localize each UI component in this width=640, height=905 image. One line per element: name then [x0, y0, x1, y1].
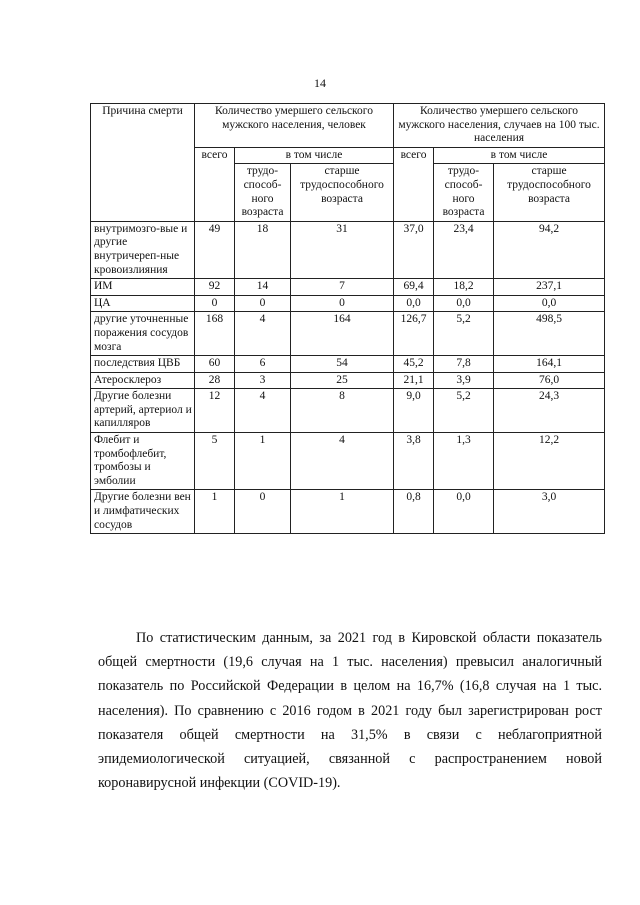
header-rate-above-working-age: старше трудоспособного возраста: [494, 164, 605, 221]
cell-rate-total: 126,7: [394, 312, 434, 356]
cell-cause: другие уточненные поражения сосудов мозга: [91, 312, 195, 356]
cell-rate-working: 5,2: [434, 389, 494, 433]
cell-cause: внутримозго-вые и другие внутричереп-ные кровоизлияния: [91, 221, 195, 278]
paragraph-text: По статистическим данным, за 2021 год в Кировской области показатель общей смертности (19,6 случая на 1 тыс. населения) превысил аналогичный показатель по Российской Федерации в целом на 16,7% (16,8 случая на 1 тыс. населения). По сравнению с 2016 годом в 2021 году был зарегистрирован рост показателя общей смертности на 31,5% в связи с неблагоприятной эпидемиологической ситуацией, связанной с распространением новой коронавирусной инфекции (COVID-19).: [98, 630, 602, 792]
cell-rate-older: 0,0: [494, 295, 605, 312]
header-rate-including: в том числе: [434, 147, 605, 164]
cell-rate-working: 18,2: [434, 279, 494, 296]
table-row: [91, 295, 605, 312]
header-rate-total: всего: [394, 147, 434, 221]
header-rate-working-age: трудо-способ-ного возраста: [434, 164, 494, 221]
cell-working: 4: [235, 389, 291, 433]
cell-rate-total: 45,2: [394, 356, 434, 373]
cell-older: 7: [291, 279, 394, 296]
cell-rate-older: 24,3: [494, 389, 605, 433]
cell-cause: Атеросклероз: [91, 372, 195, 389]
cell-older: 8: [291, 389, 394, 433]
cell-working: 0: [235, 295, 291, 312]
cell-total: 1: [195, 490, 235, 534]
header-count-above-working-age: старше трудоспособного возраста: [291, 164, 394, 221]
cell-cause: последствия ЦВБ: [91, 356, 195, 373]
cell-rate-total: 21,1: [394, 372, 434, 389]
cell-total: 28: [195, 372, 235, 389]
header-count-total: всего: [195, 147, 235, 221]
cell-total: 0: [195, 295, 235, 312]
cell-rate-total: 37,0: [394, 221, 434, 278]
cell-total: 92: [195, 279, 235, 296]
cell-rate-working: 0,0: [434, 490, 494, 534]
cell-working: 1: [235, 433, 291, 490]
cell-older: 25: [291, 372, 394, 389]
body-paragraph: [98, 626, 602, 795]
cell-rate-working: 7,8: [434, 356, 494, 373]
cell-cause: Флебит и тромбофлебит, тромбозы и эмболии: [91, 433, 195, 490]
cell-rate-total: 0,0: [394, 295, 434, 312]
header-cause: Причина смерти: [91, 104, 195, 222]
cell-working: 14: [235, 279, 291, 296]
table-row: [91, 389, 605, 433]
cell-rate-total: 3,8: [394, 433, 434, 490]
table-row: [91, 279, 605, 296]
cell-older: 1: [291, 490, 394, 534]
table-header: [91, 104, 605, 222]
header-rate-group: Количество умершего сельского мужского населения, случаев на 100 тыс. населения: [394, 104, 605, 148]
table-row: [91, 221, 605, 278]
cell-older: 0: [291, 295, 394, 312]
cell-working: 3: [235, 372, 291, 389]
cell-rate-working: 23,4: [434, 221, 494, 278]
table-row: [91, 372, 605, 389]
table-body: [91, 221, 605, 533]
cell-working: 4: [235, 312, 291, 356]
cell-cause: ИМ: [91, 279, 195, 296]
cell-cause: ЦА: [91, 295, 195, 312]
cell-rate-older: 164,1: [494, 356, 605, 373]
table-row: [91, 312, 605, 356]
cell-total: 168: [195, 312, 235, 356]
cell-cause: Другие болезни вен и лимфатических сосудов: [91, 490, 195, 534]
cell-rate-older: 237,1: [494, 279, 605, 296]
cell-older: 4: [291, 433, 394, 490]
cell-rate-working: 0,0: [434, 295, 494, 312]
cell-cause: Другие болезни артерий, артериол и капилляров: [91, 389, 195, 433]
cell-total: 60: [195, 356, 235, 373]
cell-older: 164: [291, 312, 394, 356]
cell-rate-working: 3,9: [434, 372, 494, 389]
page-number: 14: [314, 76, 326, 90]
cell-rate-older: 94,2: [494, 221, 605, 278]
cell-total: 12: [195, 389, 235, 433]
cell-total: 5: [195, 433, 235, 490]
header-count-group: Количество умершего сельского мужского населения, человек: [195, 104, 394, 148]
table-row: [91, 433, 605, 490]
cell-working: 6: [235, 356, 291, 373]
cell-rate-working: 5,2: [434, 312, 494, 356]
cell-rate-older: 498,5: [494, 312, 605, 356]
cell-working: 0: [235, 490, 291, 534]
cell-total: 49: [195, 221, 235, 278]
cell-rate-total: 69,4: [394, 279, 434, 296]
table-row: [91, 356, 605, 373]
cell-older: 54: [291, 356, 394, 373]
header-count-including: в том числе: [235, 147, 394, 164]
mortality-table: [90, 103, 605, 534]
table-row: [91, 490, 605, 534]
cell-rate-total: 0,8: [394, 490, 434, 534]
cell-rate-older: 12,2: [494, 433, 605, 490]
cell-working: 18: [235, 221, 291, 278]
cell-rate-total: 9,0: [394, 389, 434, 433]
cell-rate-older: 76,0: [494, 372, 605, 389]
cell-older: 31: [291, 221, 394, 278]
cell-rate-older: 3,0: [494, 490, 605, 534]
cell-rate-working: 1,3: [434, 433, 494, 490]
header-count-working-age: трудо-способ-ного возраста: [235, 164, 291, 221]
